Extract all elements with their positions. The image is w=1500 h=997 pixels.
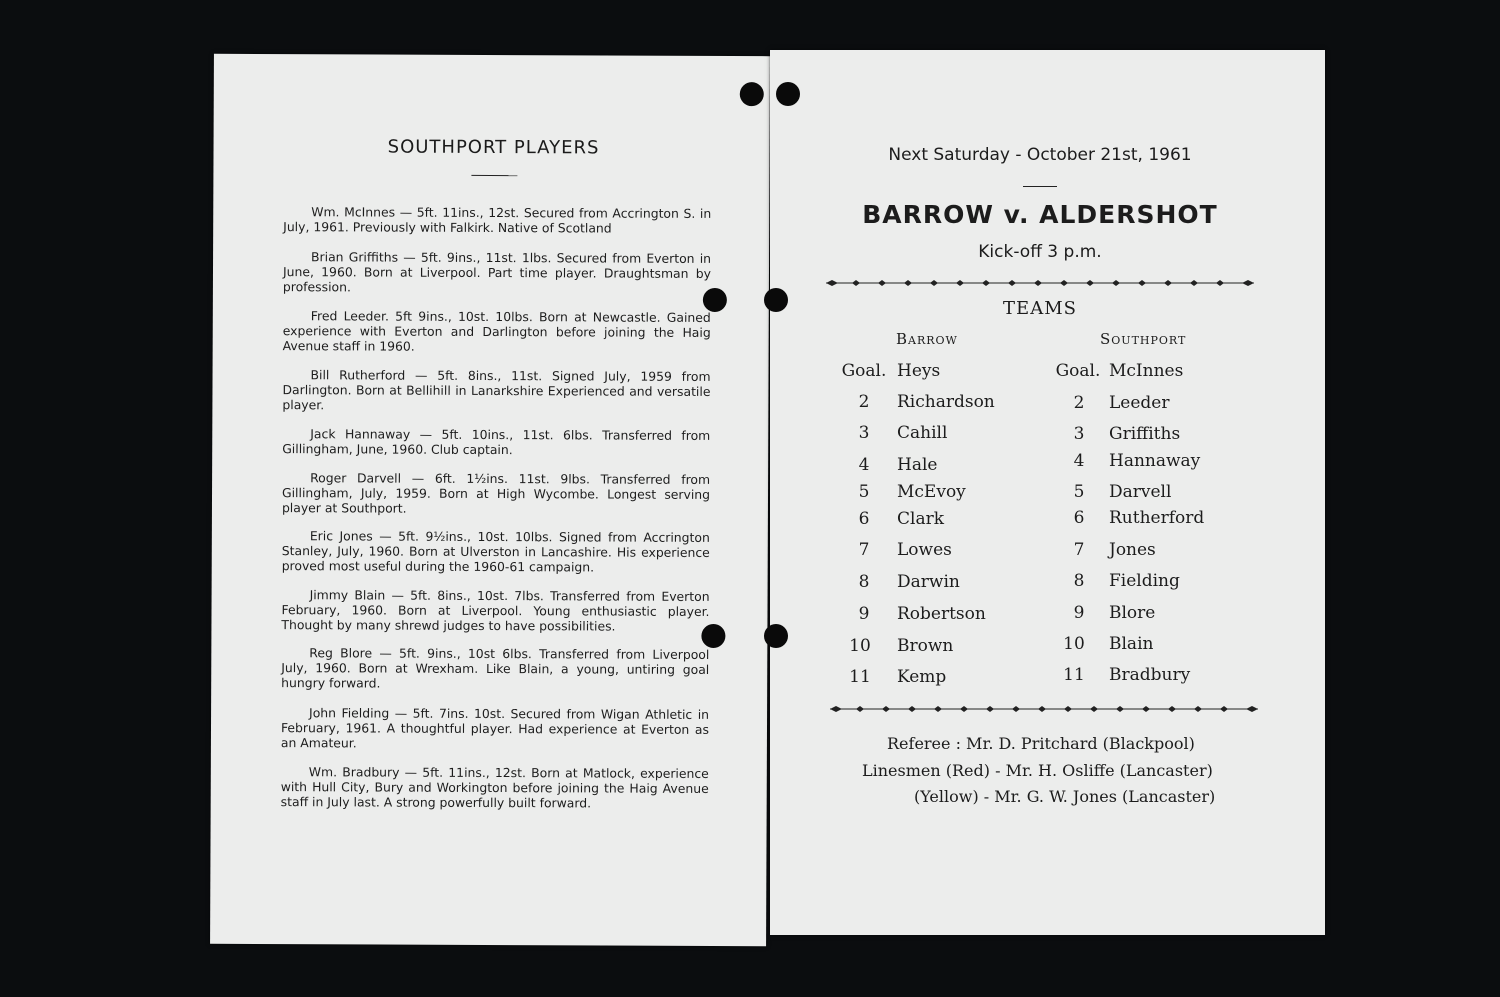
- player-bio: Fred Leeder. 5ft 9ins., 10st. 10lbs. Born at Newcastle. Gained experience with Everton and Darlington before joining the Haig Avenue staff in 1960.: [282, 308, 711, 355]
- position-number: 10: [849, 636, 871, 656]
- teams-heading: TEAMS: [1003, 298, 1077, 319]
- position-number: 5: [858, 482, 870, 502]
- player-bio: Bill Rutherford — 5ft. 8ins., 11st. Signed July, 1959 from Darlington. Born at Bellihill in Lanarkshire Experienced and versatile player.: [282, 367, 711, 413]
- player-name: Hannaway: [1109, 451, 1201, 471]
- player-name: Bradbury: [1109, 665, 1191, 685]
- position-number: 2: [858, 392, 870, 412]
- player-name: Lowes: [897, 540, 952, 560]
- punch-hole: [776, 82, 800, 106]
- player-name: Rutherford: [1109, 508, 1205, 528]
- referee: Referee : Mr. D. Pritchard (Blackpool): [887, 734, 1195, 753]
- position-number: 6: [858, 509, 870, 529]
- position-number: 3: [1073, 424, 1085, 444]
- fixture-title: BARROW v. ALDERSHOT: [862, 200, 1218, 229]
- position-number: 4: [1073, 451, 1085, 471]
- home-team-name: Barrow: [896, 330, 958, 348]
- player-name: Blore: [1109, 603, 1156, 623]
- position-number: 11: [849, 667, 871, 687]
- player-bio: Eric Jones — 5ft. 9½ins., 10st. 10lbs. Signed from Accrington Stanley, July, 1960. Born at Ulverston in Lancashire. His experience proved most useful during the 1960-61 campaign.: [281, 528, 710, 575]
- ornamental-rule-bottom: [830, 702, 1258, 716]
- linesman-yellow: (Yellow) - Mr. G. W. Jones (Lancaster): [914, 787, 1216, 806]
- position-number: 7: [1073, 540, 1085, 560]
- punch-hole: [764, 624, 788, 648]
- player-name: Blain: [1109, 634, 1154, 654]
- player-name: Griffiths: [1109, 424, 1181, 444]
- player-bio: Brian Griffiths — 5ft. 9ins., 11st. 1lbs. Secured from Everton in June, 1960. Born at Liverpool. Part time player. Draughtsman by profession.: [282, 249, 712, 295]
- position-number: 10: [1063, 634, 1085, 654]
- right-page: [770, 50, 1325, 935]
- player-name: Darvell: [1109, 482, 1172, 502]
- punch-hole: [764, 288, 788, 312]
- ornamental-rule-top: [826, 276, 1254, 290]
- page-title: SOUTHPORT PLAYERS: [387, 136, 600, 159]
- player-name: Jones: [1109, 540, 1156, 560]
- next-match-date: Next Saturday - October 21st, 1961: [888, 145, 1192, 165]
- position-number: 9: [1073, 603, 1085, 623]
- punch-hole: [740, 82, 764, 106]
- player-name: Brown: [897, 636, 954, 656]
- position-number: Goal.: [841, 361, 887, 381]
- position-number: 8: [858, 572, 870, 592]
- punch-hole: [703, 288, 727, 312]
- player-name: McEvoy: [897, 482, 966, 502]
- player-name: Robertson: [897, 604, 986, 624]
- player-name: Darwin: [897, 572, 960, 592]
- linesman-red: Linesmen (Red) - Mr. H. Osliffe (Lancaster): [862, 761, 1213, 780]
- player-name: Leeder: [1109, 393, 1170, 413]
- left-page: [210, 54, 770, 946]
- player-bio: Wm. Bradbury — 5ft. 11ins., 12st. Born at Matlock, experience with Hull City, Bury and Workington before joining the Haig Avenue staff in July last. A strong powerfully built forward.: [280, 764, 709, 811]
- away-team-name: Southport: [1100, 330, 1187, 348]
- player-name: Cahill: [897, 423, 948, 443]
- kickoff-time: Kick-off 3 p.m.: [978, 242, 1102, 262]
- position-number: 2: [1073, 393, 1085, 413]
- position-number: 6: [1073, 508, 1085, 528]
- player-bio: Reg Blore — 5ft. 9ins., 10st 6lbs. Transferred from Liverpool July, 1960. Born at Wrexham. Like Blain, a young, untiring goal hungry forward.: [281, 645, 710, 691]
- position-number: 11: [1063, 665, 1085, 685]
- player-bio: Wm. McInnes — 5ft. 11ins., 12st. Secured from Accrington S. in July, 1961. Previously with Falkirk. Native of Scotland: [283, 204, 712, 236]
- player-name: McInnes: [1109, 361, 1184, 381]
- position-number: 4: [858, 455, 870, 475]
- player-name: Heys: [897, 361, 941, 381]
- player-bio: Jimmy Blain — 5ft. 8ins., 10st. 7lbs. Transferred from Everton February, 1960. Born at Liverpool. Young enthusiastic player. Thought by many shrewd judges to have possibilities.: [281, 587, 710, 634]
- position-number: Goal.: [1055, 361, 1101, 381]
- player-name: Kemp: [897, 667, 947, 687]
- player-name: Hale: [897, 455, 938, 475]
- punch-hole: [701, 624, 725, 648]
- player-bio: Jack Hannaway — 5ft. 10ins., 11st. 6lbs. Transferred from Gillingham, June, 1960. Club captain.: [282, 426, 711, 458]
- position-number: 5: [1073, 482, 1085, 502]
- player-bio: Roger Darvell — 6ft. 1½ins. 11st. 9lbs. Transferred from Gillingham, July, 1959. Born at High Wycombe. Longest serving player at Southport.: [281, 470, 711, 517]
- position-number: 7: [858, 540, 870, 560]
- player-name: Fielding: [1109, 571, 1180, 591]
- position-number: 8: [1073, 571, 1085, 591]
- position-number: 3: [858, 423, 870, 443]
- position-number: 9: [858, 604, 870, 624]
- player-name: Richardson: [897, 392, 995, 412]
- player-name: Clark: [897, 509, 945, 529]
- title-divider: [471, 175, 517, 176]
- player-bio: John Fielding — 5ft. 7ins. 10st. Secured from Wigan Athletic in February, 1961. A thoughtful player. Had experience at Everton as an Amateur.: [280, 705, 710, 751]
- date-divider: [1023, 186, 1057, 187]
